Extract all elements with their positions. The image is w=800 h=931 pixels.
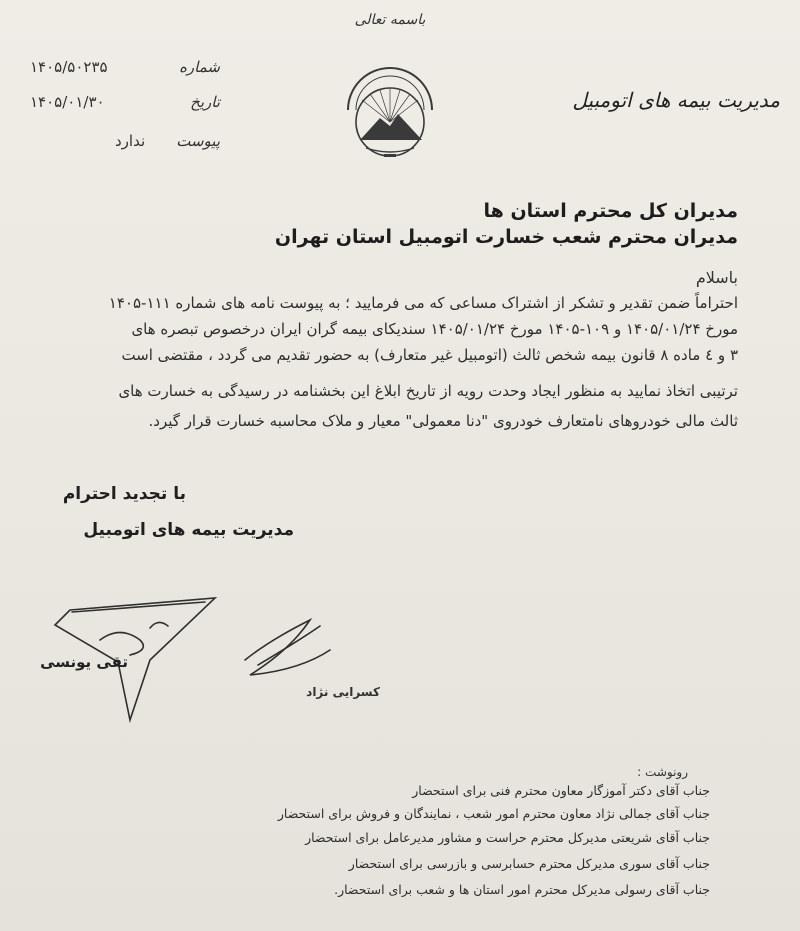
number-value: ۱۴۰۵/۵۰۲۳۵ [30, 58, 108, 76]
date-value: ۱۴۰۵/۰۱/۳۰ [30, 93, 105, 111]
attachment-label: پیوست [176, 132, 220, 150]
salutation: باسلام [695, 268, 738, 287]
recipient-line-2: مدیران محترم شعب خسارت اتومبیل استان تهران [274, 226, 738, 248]
cc-line-2: جناب آقای جمالی نژاد معاون محترم امور شعب ، نمایندگان و فروش برای استحضار [277, 806, 710, 821]
department-title: مدیریت بیمه های اتومبیل [572, 88, 780, 112]
signatory-name-left: تقی یونسی [40, 653, 128, 671]
recipient-line-1: مدیران کل محترم استان ها [483, 200, 738, 222]
cc-line-4: جناب آقای سوری مدیرکل محترم حسابرسی و بازرسی برای استحضار [348, 856, 710, 871]
body-line-1: احتراماً ضمن تقدیر و تشکر از اشتراک مساعی که می فرمایید ؛ به پیوست نامه های شماره ۱۱۱-۱۴۰۵ [108, 294, 738, 312]
date-label: تاریخ [190, 93, 220, 111]
cc-line-1: جناب آقای دکتر آموزگار معاون محترم فنی برای استحضار [412, 783, 710, 798]
cc-line-3: جناب آقای شریعتی مدیرکل محترم حراست و مشاور مدیرعامل برای استحضار [305, 830, 710, 845]
attachment-value: ندارد [115, 132, 146, 150]
body-line-3: ۳ و ٤ ماده ۸ قانون بیمه شخص ثالث (اتومبیل غیر متعارف) به حضور تقدیم می گردد ، مقتضی است [121, 346, 738, 364]
closing-regards: با تجدید احترام [62, 484, 186, 504]
signatory-name-right: کسرایی نژاد [306, 685, 380, 699]
signature-title: مدیریت بیمه های اتومبیل [83, 520, 294, 540]
cc-title: رونوشت : [637, 765, 688, 779]
cc-line-5: جناب آقای رسولی مدیرکل محترم امور استان ها و شعب برای استحضار. [334, 882, 710, 897]
number-label: شماره [179, 58, 220, 76]
invocation-text: باسمه تعالی [354, 12, 426, 28]
body-line-5: ثالث مالی خودروهای نامتعارف خودروی "دنا معمولی" معیار و ملاک محاسبه خسارت قرار گیرد. [148, 412, 738, 430]
body-line-2: مورخ ۱۴۰۵/۰۱/۲۴ و ۱۰۹-۱۴۰۵ مورخ ۱۴۰۵/۰۱/۲۴ سندیکای بیمه گران ایران درخصوص تبصره های [131, 320, 738, 338]
body-line-4: ترتیبی اتخاذ نمایید به منظور ایجاد وحدت رویه از تاریخ ابلاغ این بخشنامه در رسیدگی به خسارت های [118, 382, 738, 400]
